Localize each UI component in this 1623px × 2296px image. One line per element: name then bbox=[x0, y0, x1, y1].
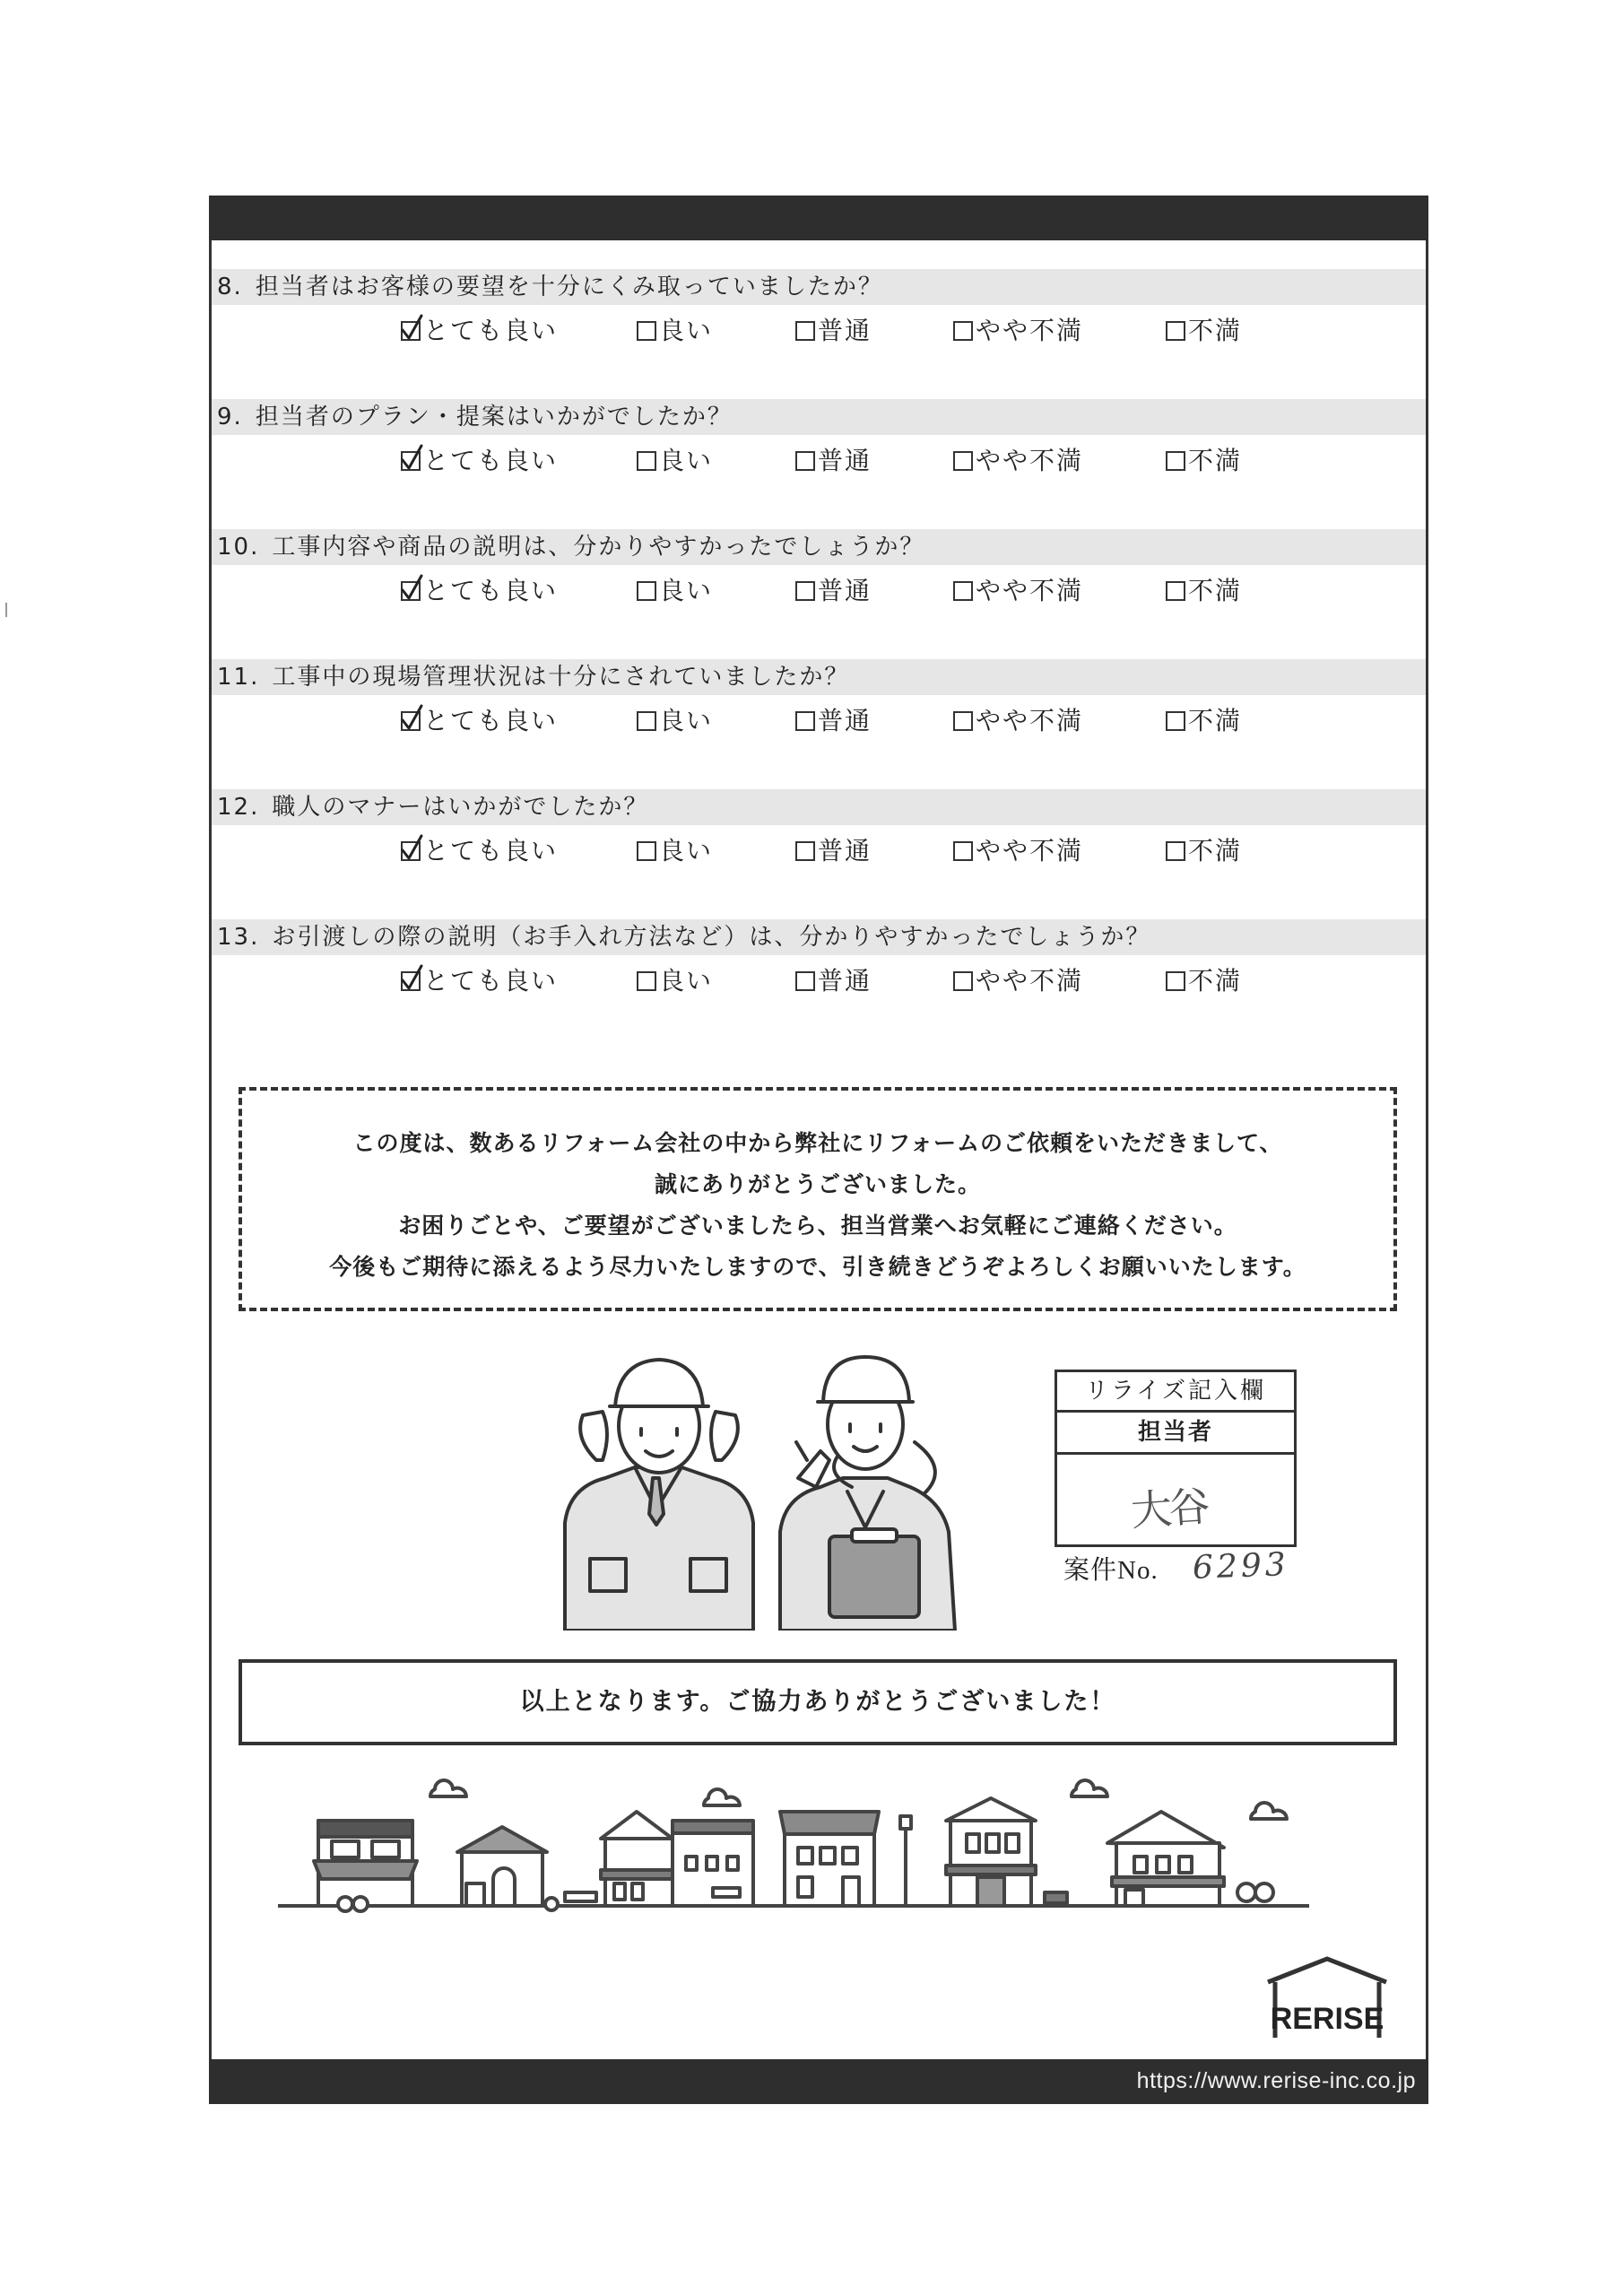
question-number: 13. bbox=[217, 924, 260, 951]
option-label: 普通 bbox=[818, 706, 872, 735]
header-bar bbox=[209, 196, 1428, 240]
town-illustration bbox=[278, 1771, 1309, 1924]
thank-you-message-box bbox=[239, 1087, 1397, 1311]
option-label: 普通 bbox=[818, 576, 872, 605]
checkbox-icon[interactable] bbox=[1166, 971, 1185, 991]
option-label: 良い bbox=[659, 706, 714, 735]
answer-option[interactable] bbox=[1166, 706, 1242, 736]
option-label: 普通 bbox=[818, 446, 872, 475]
option-label: とても良い bbox=[423, 836, 559, 865]
checkbox-icon[interactable] bbox=[795, 711, 815, 731]
checkbox-icon[interactable] bbox=[1166, 321, 1185, 341]
question-text: 担当者のプラン・提案はいかがでしたか？ bbox=[255, 404, 733, 430]
checkbox-icon[interactable] bbox=[401, 581, 421, 601]
option-label: 普通 bbox=[818, 966, 872, 996]
option-label: とても良い bbox=[423, 966, 559, 996]
answer-option[interactable] bbox=[637, 446, 713, 476]
answer-option[interactable] bbox=[795, 966, 872, 996]
house-logo-icon bbox=[1264, 1955, 1390, 2045]
answer-option[interactable] bbox=[1166, 446, 1242, 476]
message-line: 今後もご期待に添えるよう尽力いたしますので、引き続きどうぞよろしくお願いいたします。 bbox=[329, 1254, 1306, 1280]
checkbox-icon[interactable] bbox=[1166, 581, 1185, 601]
question-number: 8. bbox=[217, 274, 243, 300]
answer-option[interactable] bbox=[1166, 576, 1242, 606]
answer-option[interactable] bbox=[953, 966, 1083, 996]
check-mark-icon bbox=[400, 444, 423, 471]
checkbox-icon[interactable] bbox=[401, 711, 421, 731]
survey-question bbox=[212, 919, 1426, 1009]
answer-option[interactable] bbox=[953, 576, 1083, 606]
question-number: 11. bbox=[217, 664, 260, 691]
answer-options bbox=[212, 955, 1426, 1009]
checkbox-icon[interactable] bbox=[1166, 711, 1185, 731]
option-label: とても良い bbox=[423, 576, 559, 605]
option-label: やや不満 bbox=[976, 446, 1084, 475]
checkbox-icon[interactable] bbox=[953, 841, 973, 861]
option-label: 良い bbox=[659, 446, 714, 475]
option-label: やや不満 bbox=[976, 966, 1084, 996]
option-label: 普通 bbox=[818, 316, 872, 345]
answer-option[interactable] bbox=[637, 706, 713, 736]
answer-option[interactable] bbox=[1166, 966, 1242, 996]
scan-edge-mark bbox=[5, 603, 7, 617]
staff-signature: 大谷 bbox=[1129, 1482, 1208, 1535]
answer-option[interactable] bbox=[637, 836, 713, 866]
checkbox-icon[interactable] bbox=[401, 841, 421, 861]
question-heading bbox=[212, 529, 1426, 565]
checkbox-icon[interactable] bbox=[795, 971, 815, 991]
checkbox-icon[interactable] bbox=[401, 321, 421, 341]
checkbox-icon[interactable] bbox=[637, 841, 656, 861]
staff-label: 担当者 bbox=[1055, 1413, 1297, 1455]
checkbox-icon[interactable] bbox=[953, 581, 973, 601]
question-heading bbox=[212, 659, 1426, 695]
survey-question bbox=[212, 789, 1426, 879]
option-label: 良い bbox=[659, 316, 714, 345]
option-label: やや不満 bbox=[976, 706, 1084, 735]
closing-message: 以上となります。ご協力ありがとうございました！ bbox=[239, 1659, 1397, 1745]
checkbox-icon[interactable] bbox=[1166, 841, 1185, 861]
question-number: 10. bbox=[217, 534, 260, 561]
checkbox-icon[interactable] bbox=[795, 321, 815, 341]
case-number-value: 6293 bbox=[1192, 1546, 1290, 1587]
answer-options bbox=[212, 825, 1426, 879]
option-label: 不満 bbox=[1188, 576, 1243, 605]
question-text: 工事中の現場管理状況は十分にされていましたか？ bbox=[272, 664, 850, 691]
option-label: 良い bbox=[659, 836, 714, 865]
checkbox-icon[interactable] bbox=[795, 451, 815, 471]
answer-option[interactable] bbox=[953, 836, 1083, 866]
question-text: 担当者はお客様の要望を十分にくみ取っていましたか？ bbox=[255, 274, 883, 300]
answer-option[interactable] bbox=[401, 316, 558, 346]
question-text: 工事内容や商品の説明は、分かりやすかったでしょうか？ bbox=[272, 534, 925, 561]
answer-option[interactable] bbox=[401, 446, 558, 476]
checkbox-icon[interactable] bbox=[401, 451, 421, 471]
answer-option[interactable] bbox=[637, 966, 713, 996]
check-mark-icon bbox=[400, 834, 423, 861]
checkbox-icon[interactable] bbox=[1166, 451, 1185, 471]
answer-options bbox=[212, 305, 1426, 359]
answer-option[interactable] bbox=[795, 576, 872, 606]
question-text: 職人のマナーはいかがでしたか？ bbox=[272, 794, 649, 821]
question-text: お引渡しの際の説明（お手入れ方法など）は、分かりやすかったでしょうか？ bbox=[272, 924, 1151, 951]
answer-option[interactable] bbox=[1166, 316, 1242, 346]
question-heading bbox=[212, 919, 1426, 955]
option-label: 良い bbox=[659, 576, 714, 605]
answer-option[interactable] bbox=[953, 446, 1083, 476]
option-label: 不満 bbox=[1188, 966, 1243, 996]
check-mark-icon bbox=[400, 964, 423, 991]
option-label: やや不満 bbox=[976, 836, 1084, 865]
answer-option[interactable] bbox=[953, 706, 1083, 736]
footer-url[interactable]: https://www.rerise-inc.co.jp bbox=[1136, 2068, 1416, 2093]
checkbox-icon[interactable] bbox=[795, 841, 815, 861]
question-heading bbox=[212, 399, 1426, 435]
checkbox-icon[interactable] bbox=[401, 971, 421, 991]
answer-option[interactable] bbox=[401, 706, 558, 736]
answer-option[interactable] bbox=[637, 576, 713, 606]
survey-question bbox=[212, 269, 1426, 359]
option-label: とても良い bbox=[423, 316, 559, 345]
staff-entry-box bbox=[1055, 1370, 1297, 1547]
footer-bar bbox=[209, 2059, 1428, 2104]
answer-option[interactable] bbox=[401, 966, 558, 996]
checkbox-icon[interactable] bbox=[637, 971, 656, 991]
answer-options bbox=[212, 565, 1426, 619]
option-label: やや不満 bbox=[976, 316, 1084, 345]
checkbox-icon[interactable] bbox=[637, 321, 656, 341]
message-line: 誠にありがとうございました。 bbox=[654, 1171, 981, 1197]
check-mark-icon bbox=[400, 314, 423, 341]
answer-option[interactable] bbox=[795, 446, 872, 476]
checkbox-icon[interactable] bbox=[637, 451, 656, 471]
answer-option[interactable] bbox=[953, 316, 1083, 346]
option-label: 不満 bbox=[1188, 446, 1243, 475]
logo-text: RERISE bbox=[1270, 2002, 1384, 2036]
answer-options bbox=[212, 695, 1426, 749]
check-mark-icon bbox=[400, 574, 423, 601]
option-label: やや不満 bbox=[976, 576, 1084, 605]
option-label: 不満 bbox=[1188, 836, 1243, 865]
checkbox-icon[interactable] bbox=[953, 971, 973, 991]
option-label: 不満 bbox=[1188, 706, 1243, 735]
question-heading bbox=[212, 269, 1426, 305]
question-heading bbox=[212, 789, 1426, 825]
workers-illustration bbox=[556, 1352, 977, 1631]
message-line: この度は、数あるリフォーム会社の中から弊社にリフォームのご依頼をいただきまして、 bbox=[352, 1130, 1283, 1156]
message-line: お困りごとや、ご要望がございましたら、担当営業へお気軽にご連絡ください。 bbox=[398, 1213, 1237, 1239]
answer-option[interactable] bbox=[795, 316, 872, 346]
answer-option[interactable] bbox=[1166, 836, 1242, 866]
checkbox-icon[interactable] bbox=[953, 451, 973, 471]
option-label: 良い bbox=[659, 966, 714, 996]
option-label: とても良い bbox=[423, 446, 559, 475]
answer-option[interactable] bbox=[795, 836, 872, 866]
question-number: 12. bbox=[217, 794, 260, 821]
checkbox-icon[interactable] bbox=[953, 711, 973, 731]
entry-title: リライズ記入欄 bbox=[1055, 1370, 1297, 1413]
answer-option[interactable] bbox=[401, 576, 558, 606]
checkbox-icon[interactable] bbox=[953, 321, 973, 341]
answer-option[interactable] bbox=[795, 706, 872, 736]
answer-option[interactable] bbox=[401, 836, 558, 866]
answer-option[interactable] bbox=[637, 316, 713, 346]
survey-question bbox=[212, 529, 1426, 619]
option-label: とても良い bbox=[423, 706, 559, 735]
staff-signature-field bbox=[1055, 1455, 1297, 1547]
check-mark-icon bbox=[400, 704, 423, 731]
answer-options bbox=[212, 435, 1426, 489]
checkbox-icon[interactable] bbox=[637, 711, 656, 731]
survey-question bbox=[212, 659, 1426, 749]
survey-question bbox=[212, 399, 1426, 489]
checkbox-icon[interactable] bbox=[795, 581, 815, 601]
option-label: 不満 bbox=[1188, 316, 1243, 345]
option-label: 普通 bbox=[818, 836, 872, 865]
question-number: 9. bbox=[217, 404, 243, 430]
case-number-label: 案件No. bbox=[1063, 1556, 1159, 1585]
checkbox-icon[interactable] bbox=[637, 581, 656, 601]
